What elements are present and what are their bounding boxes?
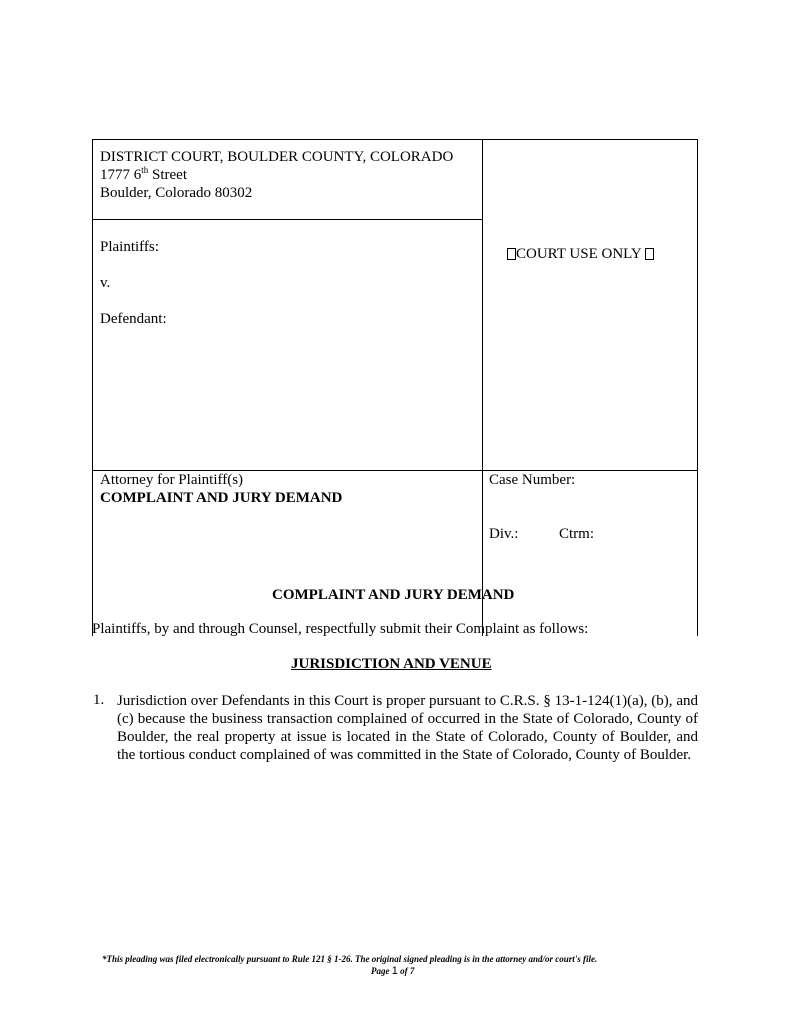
footer-filing-note: *This pleading was filed electronically pursuant to Rule 121 § 1-26. The original signed pleading is in the attorney and/or court's file. bbox=[102, 954, 598, 964]
paragraph-jurisdiction-text: Jurisdiction over Defendants in this Court is proper pursuant to C.R.S. § 13-1-124(1)(a), (b), and (c) because the business transaction complained of occurred in the State of Colorado, County of Boulder, the real property at issue is located in the State of Colorado, County of Boulder, and the tortious conduct complained of was committed in the State of Colorado, County of Boulder. bbox=[117, 693, 698, 763]
caption-top-border bbox=[92, 139, 698, 140]
court-use-only-stamp bbox=[507, 246, 654, 263]
case-number-label: Case Number: bbox=[489, 472, 576, 488]
footer-page-total: of 7 bbox=[400, 966, 415, 976]
street-number: 1777 6 bbox=[100, 167, 142, 183]
street-ordinal-suffix: th bbox=[141, 165, 149, 175]
caption-right-border bbox=[697, 139, 698, 636]
caption-court-divider bbox=[92, 219, 483, 220]
defendant-label: Defendant: bbox=[100, 311, 167, 327]
box-glyph-right-icon bbox=[645, 248, 654, 260]
caption-left-border bbox=[92, 139, 93, 636]
section-heading-jurisdiction: JURISDICTION AND VENUE bbox=[291, 656, 492, 672]
court-city: Boulder, Colorado 80302 bbox=[100, 185, 253, 201]
box-glyph-left-icon bbox=[507, 248, 516, 260]
plaintiffs-label: Plaintiffs: bbox=[100, 239, 159, 255]
attorney-label: Attorney for Plaintiff(s) bbox=[100, 472, 244, 488]
court-name: DISTRICT COURT, BOULDER COUNTY, COLORADO bbox=[100, 149, 454, 165]
versus-label: v. bbox=[100, 275, 111, 291]
division-label: Div.: bbox=[489, 526, 519, 542]
footer-page-prefix: Page bbox=[371, 966, 390, 976]
courtroom-label: Ctrm: bbox=[559, 526, 595, 542]
caption-middle-divider bbox=[482, 139, 483, 636]
paragraph-number: 1. bbox=[93, 692, 105, 708]
court-street-address bbox=[100, 167, 187, 184]
court-use-only-label: COURT USE ONLY bbox=[516, 246, 642, 262]
footer-page-indicator bbox=[371, 965, 414, 977]
complaint-title: COMPLAINT AND JURY DEMAND bbox=[272, 587, 515, 603]
footer-page-number: 1 bbox=[391, 965, 398, 977]
complaint-intro: Plaintiffs, by and through Counsel, respectfully submit their Complaint as follows: bbox=[92, 621, 589, 637]
caption-document-title: COMPLAINT AND JURY DEMAND bbox=[100, 490, 343, 506]
street-name: Street bbox=[152, 167, 188, 183]
